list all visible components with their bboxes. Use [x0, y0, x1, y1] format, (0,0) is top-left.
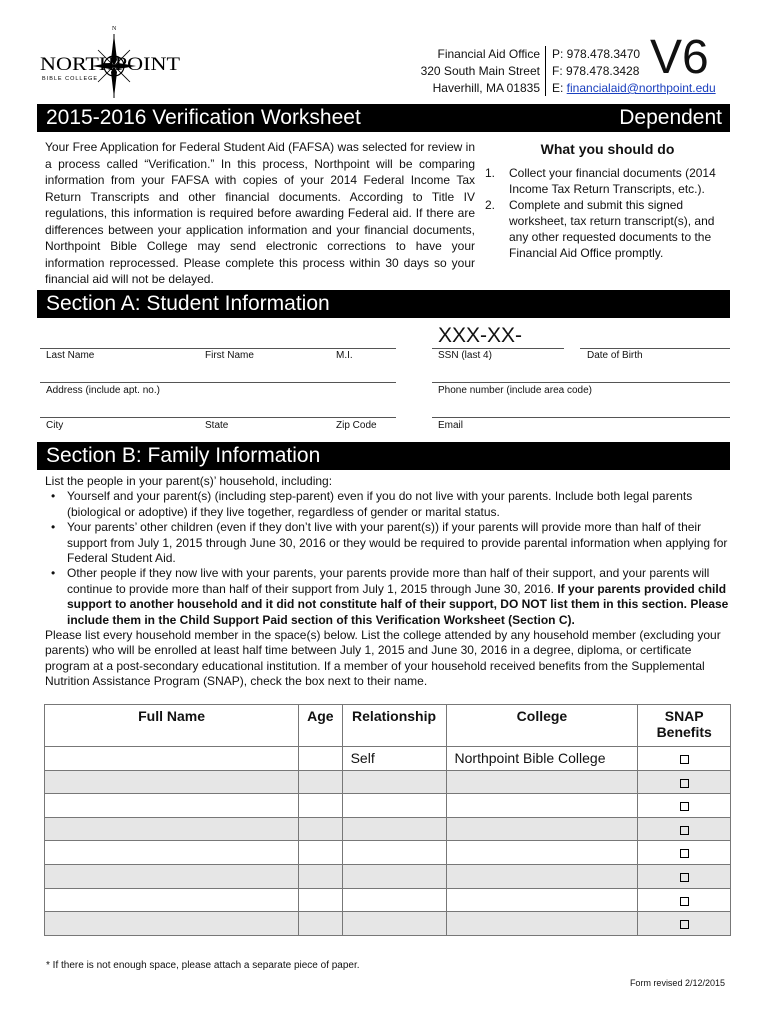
- college-cell[interactable]: [446, 864, 638, 888]
- section-a-header: [37, 290, 730, 318]
- snap-cell: [638, 841, 731, 865]
- age-cell[interactable]: [299, 817, 342, 841]
- address-field-line[interactable]: [40, 382, 396, 383]
- ssn-prefix: XXX-XX-: [438, 324, 523, 347]
- city-label: City: [46, 420, 64, 431]
- snap-checkbox[interactable]: [680, 920, 689, 929]
- logo-subtext: BIBLE COLLEGE: [42, 76, 99, 82]
- name-cell[interactable]: [45, 770, 299, 794]
- col-relationship: Relationship: [342, 705, 446, 747]
- college-cell[interactable]: Northpoint Bible College: [446, 747, 638, 771]
- relationship-cell[interactable]: Self: [342, 747, 446, 771]
- ssn-label: SSN (last 4): [438, 350, 492, 361]
- table-row: [45, 817, 731, 841]
- todo-heading: What you should do: [540, 141, 675, 157]
- name-field-line[interactable]: [40, 348, 396, 349]
- name-cell[interactable]: [45, 794, 299, 818]
- section-b-title: Section B: Family Information: [46, 444, 321, 467]
- snap-cell: [638, 864, 731, 888]
- name-cell[interactable]: [45, 817, 299, 841]
- table-row: [45, 770, 731, 794]
- section-b-header: [37, 442, 730, 470]
- family-instructions: [45, 474, 735, 690]
- relationship-cell[interactable]: [342, 794, 446, 818]
- mi-label: M.I.: [336, 350, 353, 361]
- email-link[interactable]: financialaid@northpoint.edu: [566, 81, 716, 95]
- logo-wordmark: NORTHPOINT: [40, 54, 181, 75]
- todo-item: 1. Collect your financial documents (2014 Income Tax Return Transcripts, etc.).: [485, 166, 716, 196]
- dob-label: Date of Birth: [587, 350, 643, 361]
- name-cell[interactable]: [45, 864, 299, 888]
- northpoint-logo: [40, 22, 190, 102]
- name-cell[interactable]: [45, 888, 299, 912]
- table-row: [45, 864, 731, 888]
- age-cell[interactable]: [299, 770, 342, 794]
- version-label: V6: [650, 31, 709, 84]
- snap-cell: [638, 794, 731, 818]
- office-city: Haverhill, MA 01835: [432, 81, 540, 95]
- table-row: [45, 794, 731, 818]
- col-full-name: Full Name: [45, 705, 299, 747]
- phone-field-line[interactable]: [432, 382, 730, 383]
- footnote: * If there is not enough space, please attach a separate piece of paper.: [46, 960, 360, 971]
- college-cell[interactable]: [446, 912, 638, 936]
- email-field-line[interactable]: [432, 417, 730, 418]
- college-cell[interactable]: [446, 888, 638, 912]
- college-cell[interactable]: [446, 841, 638, 865]
- snap-cell: [638, 817, 731, 841]
- state-label: State: [205, 420, 229, 431]
- list-item: • Yourself and your parent(s) (including step-parent) even if you do not live with your parents. Include both legal parents (biological or adoptive) if they live together, regardless of gender or marital status.: [45, 489, 735, 520]
- table-row: [45, 747, 731, 771]
- logo-compass-label: N: [112, 26, 117, 32]
- last-name-label: Last Name: [46, 350, 95, 361]
- snap-checkbox[interactable]: [680, 802, 689, 811]
- age-cell[interactable]: [299, 912, 342, 936]
- table-row: [45, 888, 731, 912]
- snap-checkbox[interactable]: [680, 826, 689, 835]
- phone-label: Phone number (include area code): [438, 385, 592, 396]
- dependency-status: Dependent: [619, 106, 722, 129]
- relationship-cell[interactable]: [342, 817, 446, 841]
- list-item: • Your parents’ other children (even if they don’t live with your parent(s)) if your parents will provide more than half of their support from July 1, 2015 through June 30, 2016 or they would be required to provide parental information when applying for Federal Student Aid.: [45, 520, 735, 566]
- section-a-title: Section A: Student Information: [46, 292, 330, 315]
- col-snap: SNAP Benefits: [638, 705, 731, 747]
- snap-cell: [638, 747, 731, 771]
- age-cell[interactable]: [299, 864, 342, 888]
- college-cell[interactable]: [446, 817, 638, 841]
- snap-cell: [638, 912, 731, 936]
- table-header-row: [45, 705, 731, 747]
- college-cell[interactable]: [446, 794, 638, 818]
- intro-paragraph: Your Free Application for Federal Student Aid (FAFSA) was selected for review in a process called “Verification.” In this process, Northpoint will be comparing information from your FAFSA with copies of your 2014 Federal Income Tax Return Transcripts and other financial documents. According to Title IV regulations, this information is required before awarding Federal aid. If there are differences between your application information and your financial documents, Northpoint Bible College may send electronic corrections to have your information reprocessed. Please complete this process within 30 days so your financial aid will not be delayed.: [45, 140, 475, 286]
- snap-checkbox[interactable]: [680, 849, 689, 858]
- college-cell[interactable]: [446, 770, 638, 794]
- office-address: [400, 46, 540, 97]
- relationship-cell[interactable]: [342, 888, 446, 912]
- title-bar: [37, 104, 730, 132]
- snap-checkbox[interactable]: [680, 779, 689, 788]
- relationship-cell[interactable]: [342, 841, 446, 865]
- list-item: • Other people if they now live with your parents, your parents provide more than half of their support, and your parents will continue to provide more than half of their support from July 1, 2015 through June 30, 2016. If your parents provided child support to another household and it did not constitute half of their support, DO NOT list them in this section. Please include them in the Child Support Paid section of this Verification Worksheet (Section C).: [45, 566, 735, 628]
- worksheet-title: 2015-2016 Verification Worksheet: [46, 106, 361, 129]
- dob-field-line[interactable]: [580, 348, 730, 349]
- list-intro: List the people in your parent(s)’ household, including:: [45, 474, 333, 488]
- household-table: [44, 704, 731, 936]
- todo-item: 2. Complete and submit this signed worksheet, tax return transcript(s), and any other requested documents to the Financial Aid Office promptly.: [485, 198, 715, 260]
- office-street: 320 South Main Street: [420, 64, 540, 78]
- name-cell[interactable]: [45, 912, 299, 936]
- todo-list: [485, 165, 735, 261]
- contact-info: [552, 46, 742, 97]
- fax-number: F: 978.478.3428: [552, 64, 640, 78]
- age-cell[interactable]: [299, 794, 342, 818]
- snap-checkbox[interactable]: [680, 873, 689, 882]
- name-cell[interactable]: [45, 747, 299, 771]
- relationship-cell[interactable]: [342, 770, 446, 794]
- snap-cell: [638, 888, 731, 912]
- office-name: Financial Aid Office: [437, 47, 540, 61]
- age-cell[interactable]: [299, 747, 342, 771]
- child-support-note: If your parents provided child support to another household and it did not constitute half of their support, DO NOT list them in this section. Please include them in the Child Support Paid section of this Verification Worksheet (Section C).: [67, 581, 729, 627]
- col-age: Age: [299, 705, 342, 747]
- snap-cell: [638, 770, 731, 794]
- snap-checkbox[interactable]: [680, 755, 689, 764]
- snap-checkbox[interactable]: [680, 897, 689, 906]
- header-divider: [545, 46, 546, 96]
- table-row: [45, 912, 731, 936]
- col-college: College: [446, 705, 638, 747]
- city-field-line[interactable]: [40, 417, 396, 418]
- email-label: Email: [438, 420, 464, 431]
- relationship-cell[interactable]: [342, 864, 446, 888]
- table-row: [45, 841, 731, 865]
- revision-date: Form revised 2/12/2015: [629, 978, 725, 988]
- address-label: Address (include apt. no.): [46, 385, 160, 396]
- email-line: E: financialaid@northpoint.edu: [552, 81, 716, 95]
- age-cell[interactable]: [299, 888, 342, 912]
- first-name-label: First Name: [205, 350, 254, 361]
- relationship-cell[interactable]: [342, 912, 446, 936]
- phone-number: P: 978.478.3470: [552, 47, 641, 61]
- household-instructions: Please list every household member in the space(s) below. List the college attended by any household member (excluding your parents) who will be enrolled at least half time between July 1, 2015 and June 30, 2016 in a degree, diploma, or certificate program at a post-secondary educational institution. If a member of your household received benefits from the Supplemental Nutrition Assistance Program (SNAP), check the box next to their name.: [45, 628, 721, 689]
- household-criteria-list: [45, 489, 735, 628]
- age-cell[interactable]: [299, 841, 342, 865]
- zip-label: Zip Code: [336, 420, 377, 431]
- ssn-field-line[interactable]: [432, 348, 564, 349]
- name-cell[interactable]: [45, 841, 299, 865]
